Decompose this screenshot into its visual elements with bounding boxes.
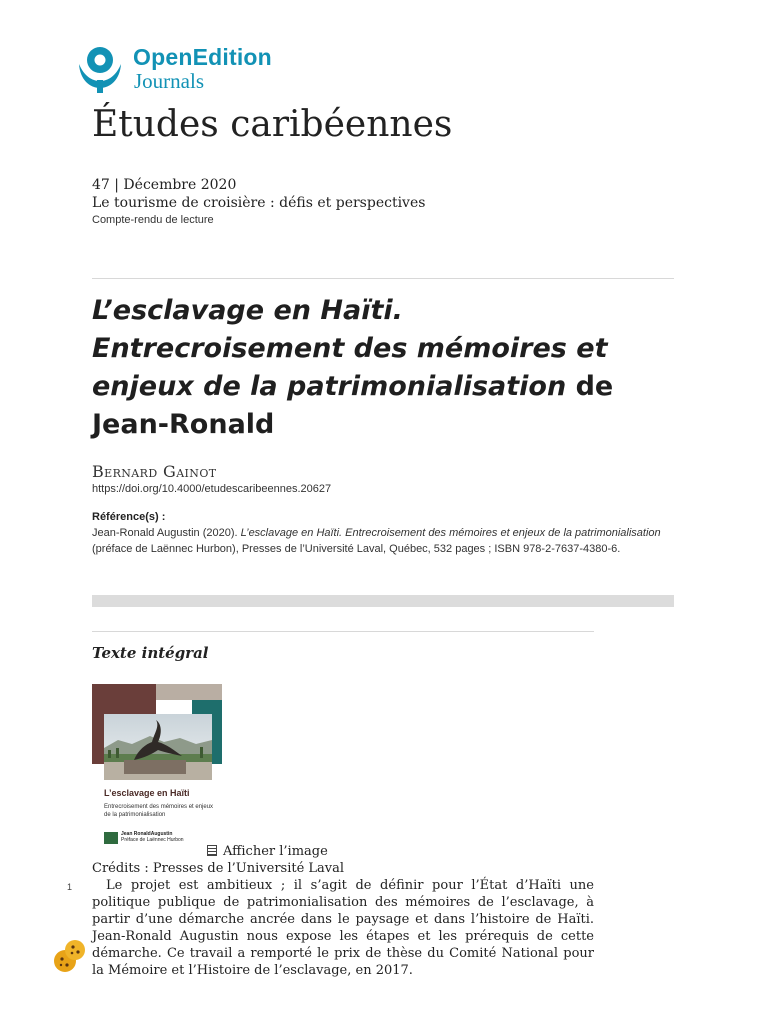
cover-author-name: Jean RonaldAugustin bbox=[121, 831, 173, 837]
divider bbox=[92, 278, 674, 279]
section-heading: Texte intégral bbox=[92, 644, 209, 662]
cover-author bbox=[121, 831, 184, 843]
issue-theme-link[interactable]: Le tourisme de croisière : défis et perspectives bbox=[92, 195, 426, 211]
author-name[interactable]: Bernard Gainot bbox=[92, 462, 217, 481]
show-image-label: Afficher l’image bbox=[223, 844, 328, 859]
journal-title[interactable]: Études caribéennes bbox=[92, 104, 453, 145]
publisher-logo bbox=[104, 832, 118, 844]
cover-grey-block bbox=[156, 684, 222, 700]
cookie-icon[interactable] bbox=[52, 938, 88, 974]
reference-text bbox=[92, 525, 672, 557]
brand-name: OpenEdition bbox=[133, 44, 272, 70]
ad-placeholder-bar bbox=[92, 595, 674, 607]
reference-title: L’esclavage en Haïti. Entrecroisement des mémoires et enjeux de la patrimonialisation bbox=[240, 527, 661, 539]
book-cover-image[interactable] bbox=[92, 684, 222, 850]
document-type: Compte-rendu de lecture bbox=[92, 214, 214, 226]
cover-photo-sculpture bbox=[104, 714, 212, 780]
brand-subtitle: Journals bbox=[134, 69, 204, 93]
cover-title: L’esclavage en Haïti bbox=[104, 788, 190, 798]
openedition-logo[interactable] bbox=[76, 42, 306, 94]
paragraph-number: 1 bbox=[67, 882, 73, 892]
show-image-link[interactable] bbox=[207, 844, 328, 859]
body-paragraph: Le projet est ambitieux ; il s’agit de définir pour l’État d’Haïti une politique publique de patrimonialisation des mémoires de l’esclavage, à partir d’une démarche ancrée dans le paysage et dans l’histoire de Haïti. Jean-Ronald Augustin nous expose les étapes et les prérequis de cette démarche. Ce travail a remporté le prix de thèse du Comité National pour la Mémoire et l’Histoire de l’esclavage, en 2017. bbox=[92, 878, 594, 978]
reference-prefix: Jean-Ronald Augustin (2020). bbox=[92, 527, 241, 539]
article-title bbox=[92, 292, 652, 444]
image-icon bbox=[207, 845, 217, 856]
article-title-italic: L’esclavage en Haïti. Entrecroisement des mémoires et enjeux de la patrimonialisation bbox=[92, 295, 608, 402]
doi-link[interactable]: https://doi.org/10.4000/etudescaribeennes.20627 bbox=[92, 483, 332, 495]
divider bbox=[92, 631, 594, 632]
issue-link[interactable]: 47 | Décembre 2020 bbox=[92, 177, 237, 193]
reference-suffix: (préface de Laënnec Hurbon), Presses de l’Université Laval, Québec, 532 pages ; ISBN 978-2-7637-4380-6. bbox=[92, 543, 621, 555]
cover-subtitle: Entrecroisement des mémoires et enjeux de la patrimonialisation bbox=[104, 804, 214, 818]
reference-label: Référence(s) : bbox=[92, 511, 166, 523]
openedition-logo-icon bbox=[76, 42, 124, 94]
article-title-rest: de Jean-Ronald bbox=[92, 371, 614, 440]
image-credits: Crédits : Presses de l’Université Laval bbox=[92, 861, 345, 876]
cover-preface: Préface de Laënnec Hurbon bbox=[121, 837, 184, 843]
